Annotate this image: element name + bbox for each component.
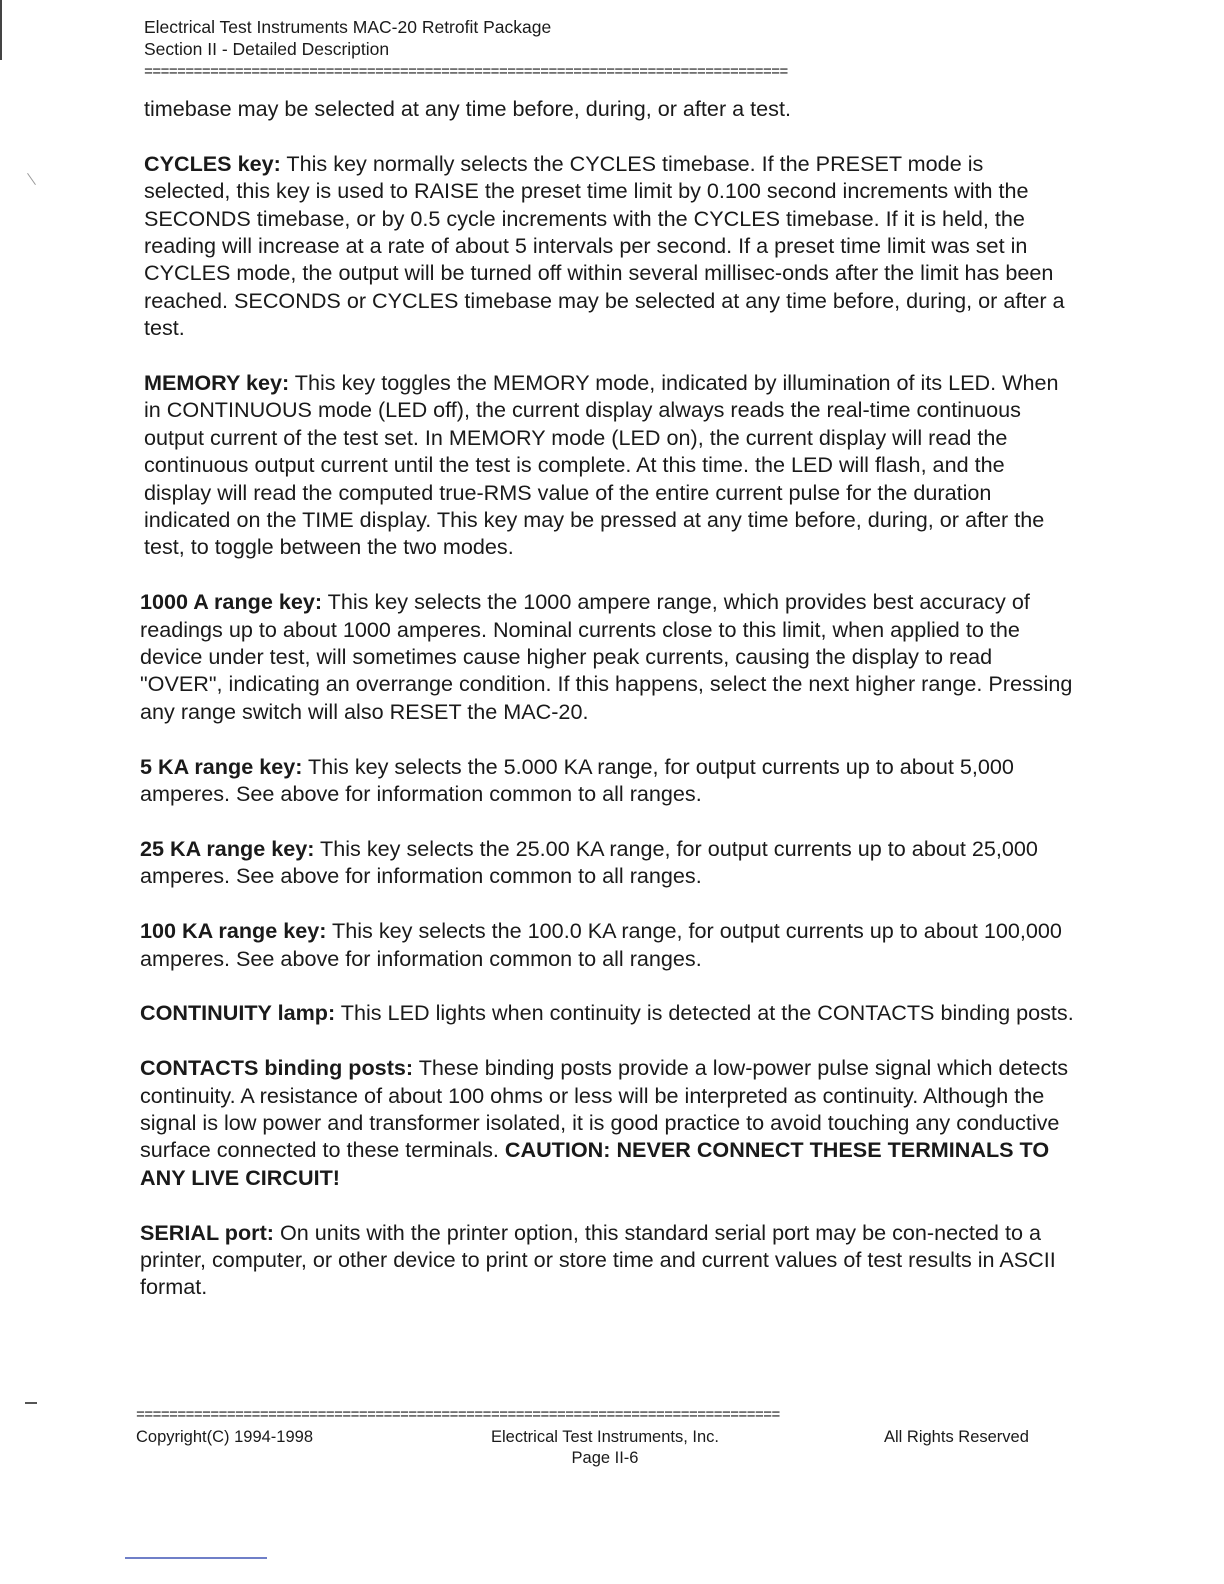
cycles-key-text: This key normally selects the CYCLES timebase. If the PRESET mode is selected, this key is used to RAISE the preset time limit by 0.100 second increments with the SECONDS timebase, or by 0.5 cycle increments with the CYCLES timebase. If it is held, the reading will increase at a rate of about 5 intervals per second. If a preset time limit was set in CYCLES mode, the output will be turned off within several millisec-onds after the limit has been reached. SECONDS or CYCLES timebase may be selected at any time before, during, or after a test.: [144, 150, 1065, 341]
footer-rights: All Rights Reserved: [884, 1428, 1029, 1446]
cycles-key-term: CYCLES key:: [144, 150, 281, 176]
footer-page-number: Page II-6: [571, 1449, 639, 1467]
range-5k-paragraph: [140, 753, 1075, 808]
range-1000-paragraph: [140, 588, 1075, 725]
serial-port-text: On units with the printer option, this standard serial port may be con-nected to a printer, computer, or other device to print or store time and current values of test results in ASCII format.: [140, 1219, 1056, 1300]
page-body: [140, 95, 1075, 1328]
page-header: [144, 17, 551, 60]
serial-port-term: SERIAL port:: [140, 1219, 274, 1245]
header-section: Section II - Detailed Description: [144, 38, 390, 59]
contacts-term: CONTACTS binding posts:: [140, 1055, 414, 1081]
range-100k-term: 100 KA range key:: [140, 918, 327, 944]
footer-company: Electrical Test Instruments, Inc.: [490, 1428, 720, 1446]
range-5k-term: 5 KA range key:: [140, 753, 303, 779]
scan-edge-mark: [0, 0, 2, 60]
header-title: Electrical Test Instruments MAC-20 Retrofit Package: [144, 17, 552, 37]
contacts-text: These binding posts provide a low-power pulse signal which detects continuity. A resistance of about 100 ohms or less will be interpreted as continuity. Although the signal is low power and transformer isolated, it is good practice to avoid touching any conductive surface connected to these terminals.: [140, 1055, 1069, 1163]
range-25k-text: This key selects the 25.00 KA range, for output currents up to about 25,000 amperes. See above for information common to all ranges.: [140, 835, 1038, 889]
continuity-lamp-paragraph: [140, 999, 1075, 1026]
cycles-key-paragraph: [144, 150, 1075, 342]
scan-blue-line: [125, 1557, 267, 1559]
scan-dash-mark: [25, 1402, 37, 1404]
memory-key-term: MEMORY key:: [144, 370, 290, 396]
serial-port-paragraph: [140, 1219, 1075, 1301]
footer-center: [475, 1427, 735, 1469]
scan-speck-mark: [27, 173, 36, 185]
continuity-lamp-term: CONTINUITY lamp:: [140, 1000, 336, 1026]
range-25k-term: 25 KA range key:: [140, 835, 315, 861]
range-100k-paragraph: [140, 917, 1075, 972]
range-1000-text: This key selects the 1000 ampere range, which provides best accuracy of readings up to about 1000 amperes. Nominal currents close to this limit, when applied to the device under test, will sometimes cause higher peak currents, causing the display to read "OVER", indicating an overrange condition. If this happens, select the next higher range. Pressing any range switch will also RESET the MAC-20.: [140, 589, 1073, 724]
contacts-caution: CAUTION: NEVER CONNECT THESE TERMINALS TO ANY LIVE CIRCUIT!: [140, 1137, 1050, 1190]
memory-key-text: This key toggles the MEMORY mode, indicated by illumination of its LED. When in CONTINUOUS mode (LED off), the current display always reads the real-time continuous output current of the test set. In MEMORY mode (LED on), the current display will read the continuous output current until the test is complete. At this time. the LED will flash, and the display will read the computed true-RMS value of the entire current pulse for the duration indicated on the TIME display. This key may be pressed at any time before, during, or after the test, to toggle between the two modes.: [144, 370, 1059, 560]
range-1000-term: 1000 A range key:: [140, 589, 323, 615]
contacts-paragraph: [140, 1054, 1075, 1191]
footer-rule: ==============================================================================: [136, 1409, 780, 1423]
header-rule: ==============================================================================: [144, 66, 788, 80]
continuity-lamp-text: This LED lights when continuity is detected at the CONTACTS binding posts.: [335, 1000, 1074, 1026]
intro-paragraph: timebase may be selected at any time before, during, or after a test.: [144, 96, 791, 121]
range-5k-text: This key selects the 5.000 KA range, for output currents up to about 5,000 amperes. See above for information common to all ranges.: [140, 753, 1014, 807]
footer-copyright: Copyright(C) 1994-1998: [136, 1428, 314, 1446]
memory-key-paragraph: [144, 369, 1075, 561]
range-25k-paragraph: [140, 835, 1075, 890]
range-100k-text: This key selects the 100.0 KA range, for output currents up to about 100,000 amperes. See above for information common to all ranges.: [140, 918, 1062, 971]
